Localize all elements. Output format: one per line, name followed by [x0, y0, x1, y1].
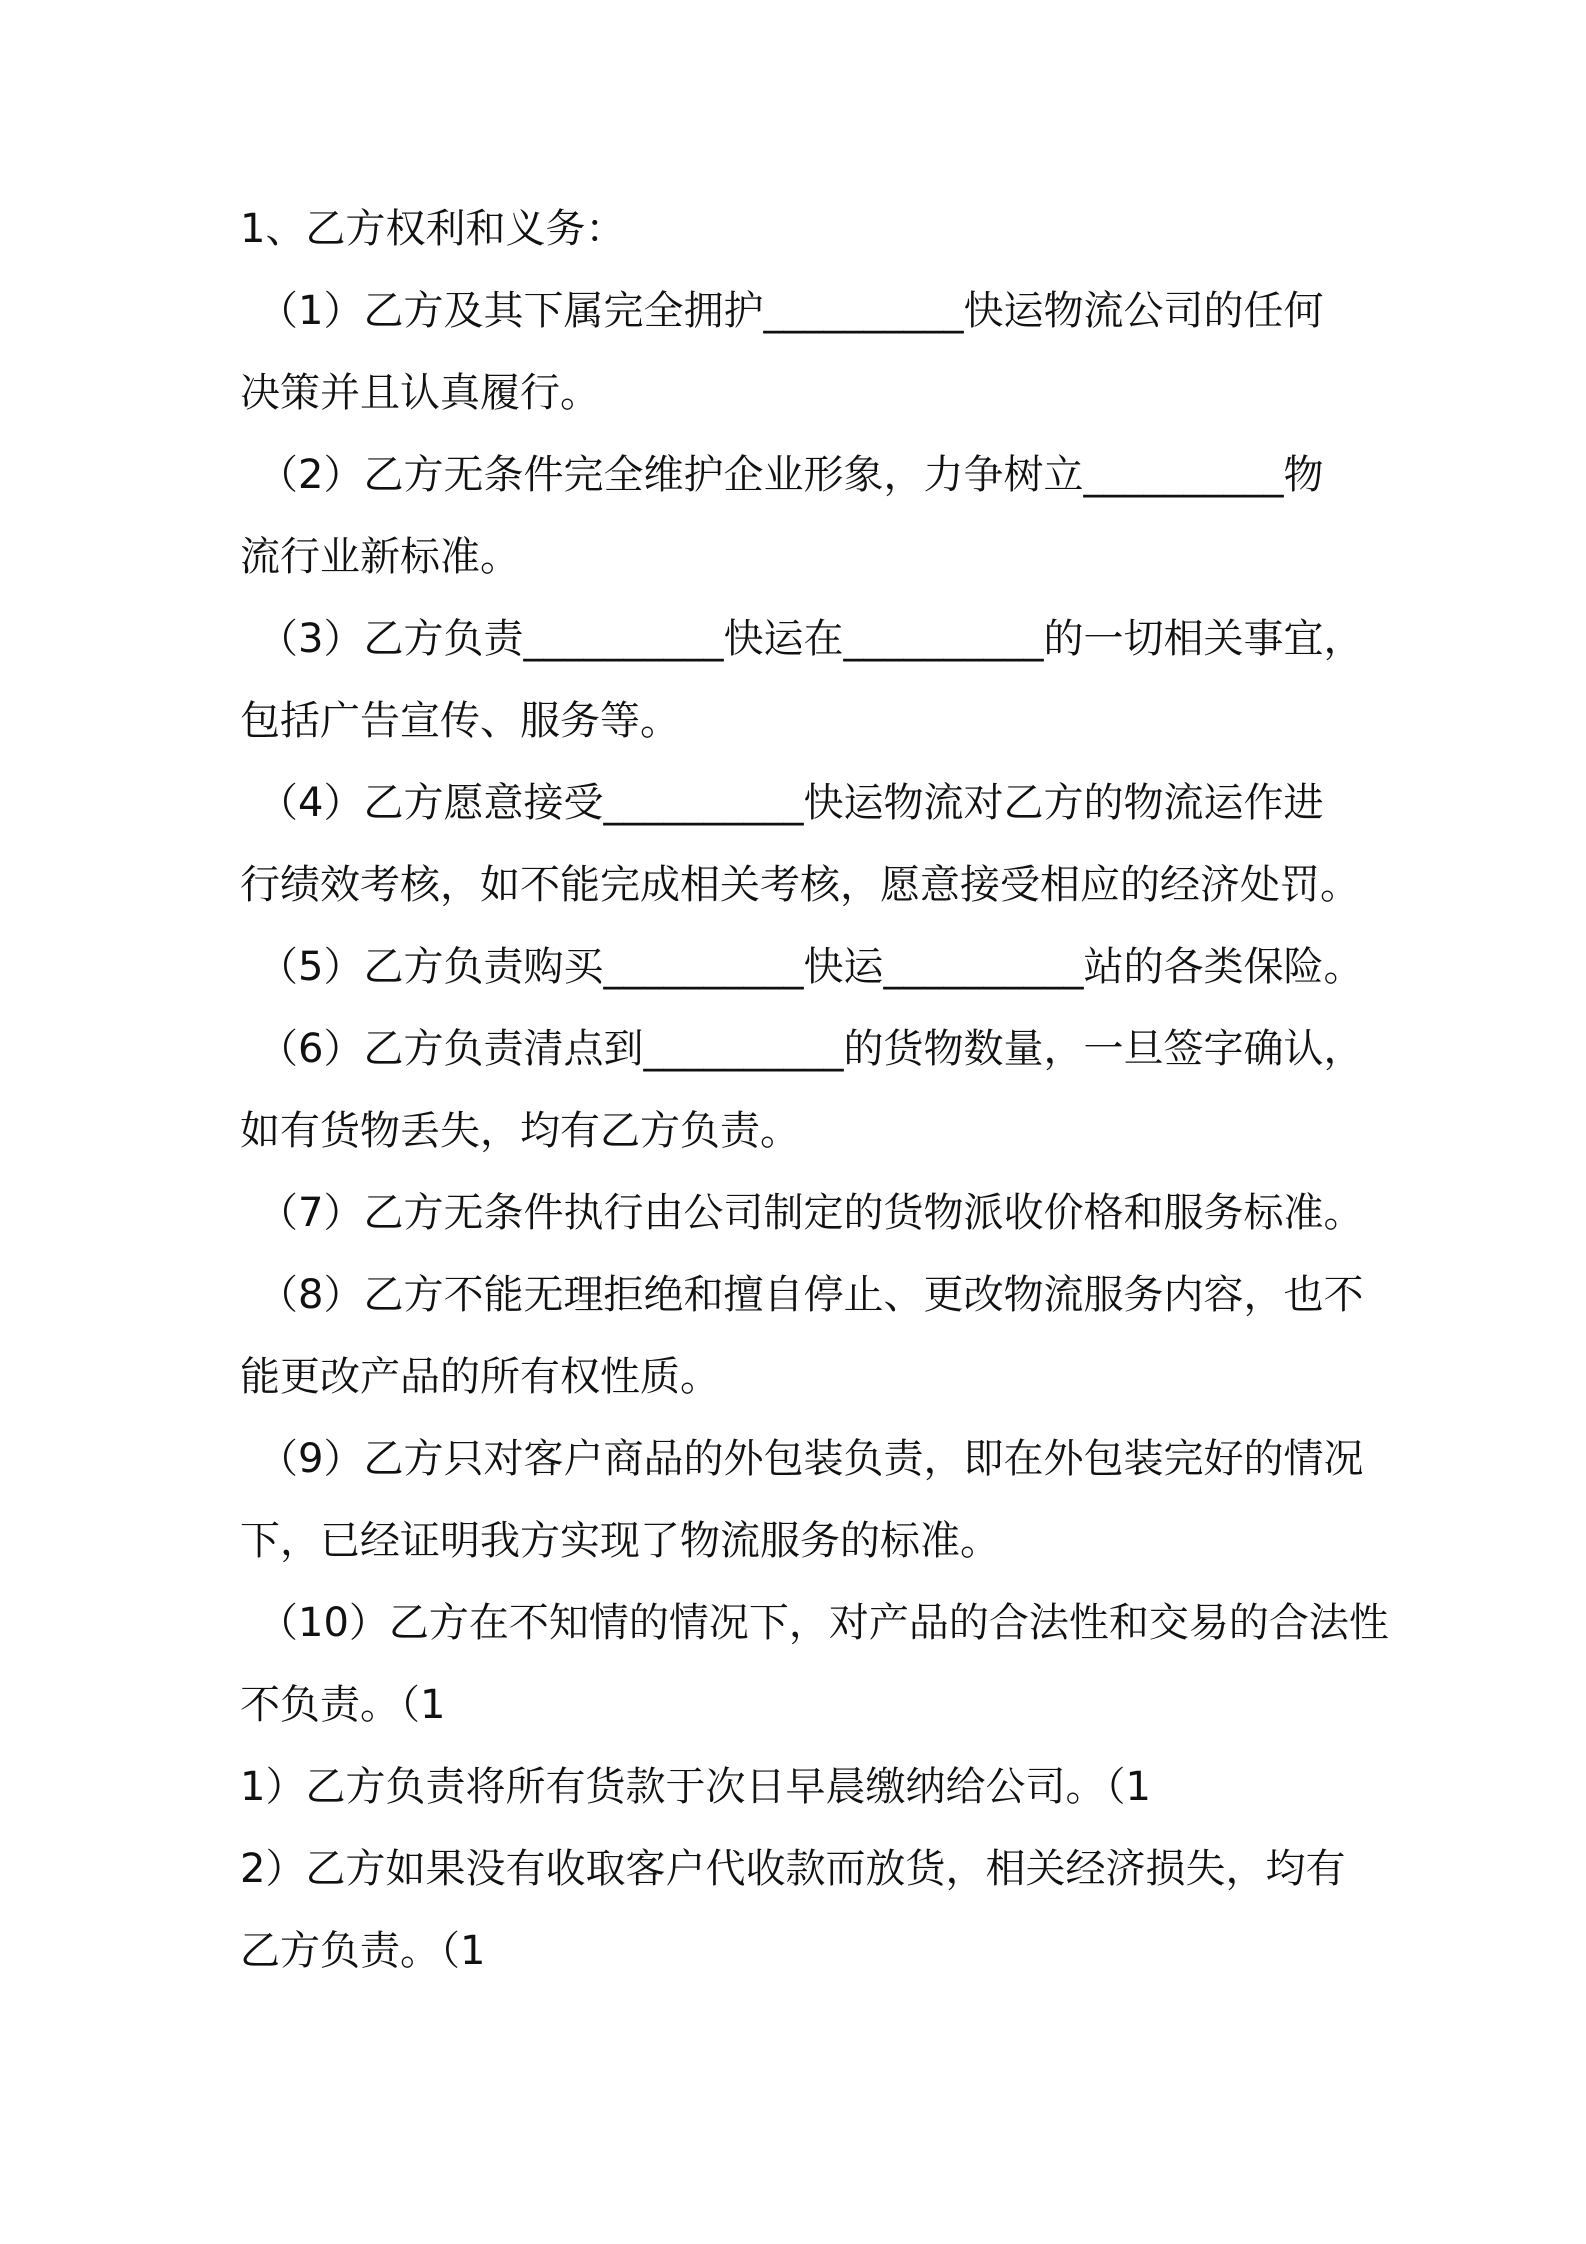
clause-8-line-2: 能更改产品的所有权性质。 — [240, 1354, 720, 1400]
clause-11-line-1: 1）乙方负责将所有货款于次日早晨缴纳给公司。（1 — [240, 1764, 1151, 1810]
clause-8-line-1: （8）乙方不能无理拒绝和擅自停止、更改物流服务内容，也不 — [258, 1272, 1364, 1318]
clause-7-line-1: （7）乙方无条件执行由公司制定的货物派收价格和服务标准。 — [258, 1190, 1364, 1236]
clause-1-line-2: 决策并且认真履行。 — [240, 370, 600, 416]
clause-2-line-2: 流行业新标准。 — [240, 534, 520, 580]
clause-6-line-1: （6）乙方负责清点到__________的货物数量，一旦签字确认， — [258, 1026, 1364, 1072]
clause-10-line-2: 不负责。（1 — [240, 1682, 446, 1728]
clause-12-line-1: 2）乙方如果没有收取客户代收款而放货，相关经济损失，均有 — [240, 1846, 1346, 1892]
clause-10-line-1: （10）乙方在不知情的情况下，对产品的合法性和交易的合法性 — [258, 1600, 1389, 1646]
clause-3-line-1: （3）乙方负责__________快运在__________的一切相关事宜， — [258, 616, 1364, 662]
clause-9-line-2: 下，已经证明我方实现了物流服务的标准。 — [240, 1518, 1000, 1564]
clause-2-line-1: （2）乙方无条件完全维护企业形象，力争树立__________物 — [258, 452, 1324, 498]
clause-9-line-1: （9）乙方只对客户商品的外包装负责，即在外包装完好的情况 — [258, 1436, 1364, 1482]
clause-6-line-2: 如有货物丢失，均有乙方负责。 — [240, 1108, 800, 1154]
clause-3-line-2: 包括广告宣传、服务等。 — [240, 698, 680, 744]
clause-4-line-2: 行绩效考核，如不能完成相关考核，愿意接受相应的经济处罚。 — [240, 862, 1360, 908]
clause-4-line-1: （4）乙方愿意接受__________快运物流对乙方的物流运作进 — [258, 780, 1324, 826]
section-heading: 1、乙方权利和义务： — [240, 206, 626, 252]
clause-5-line-1: （5）乙方负责购买__________快运__________站的各类保险。 — [258, 944, 1364, 990]
clause-1-line-1: （1）乙方及其下属完全拥护__________快运物流公司的任何 — [258, 288, 1324, 334]
clause-12-line-2: 乙方负责。（1 — [240, 1928, 486, 1974]
